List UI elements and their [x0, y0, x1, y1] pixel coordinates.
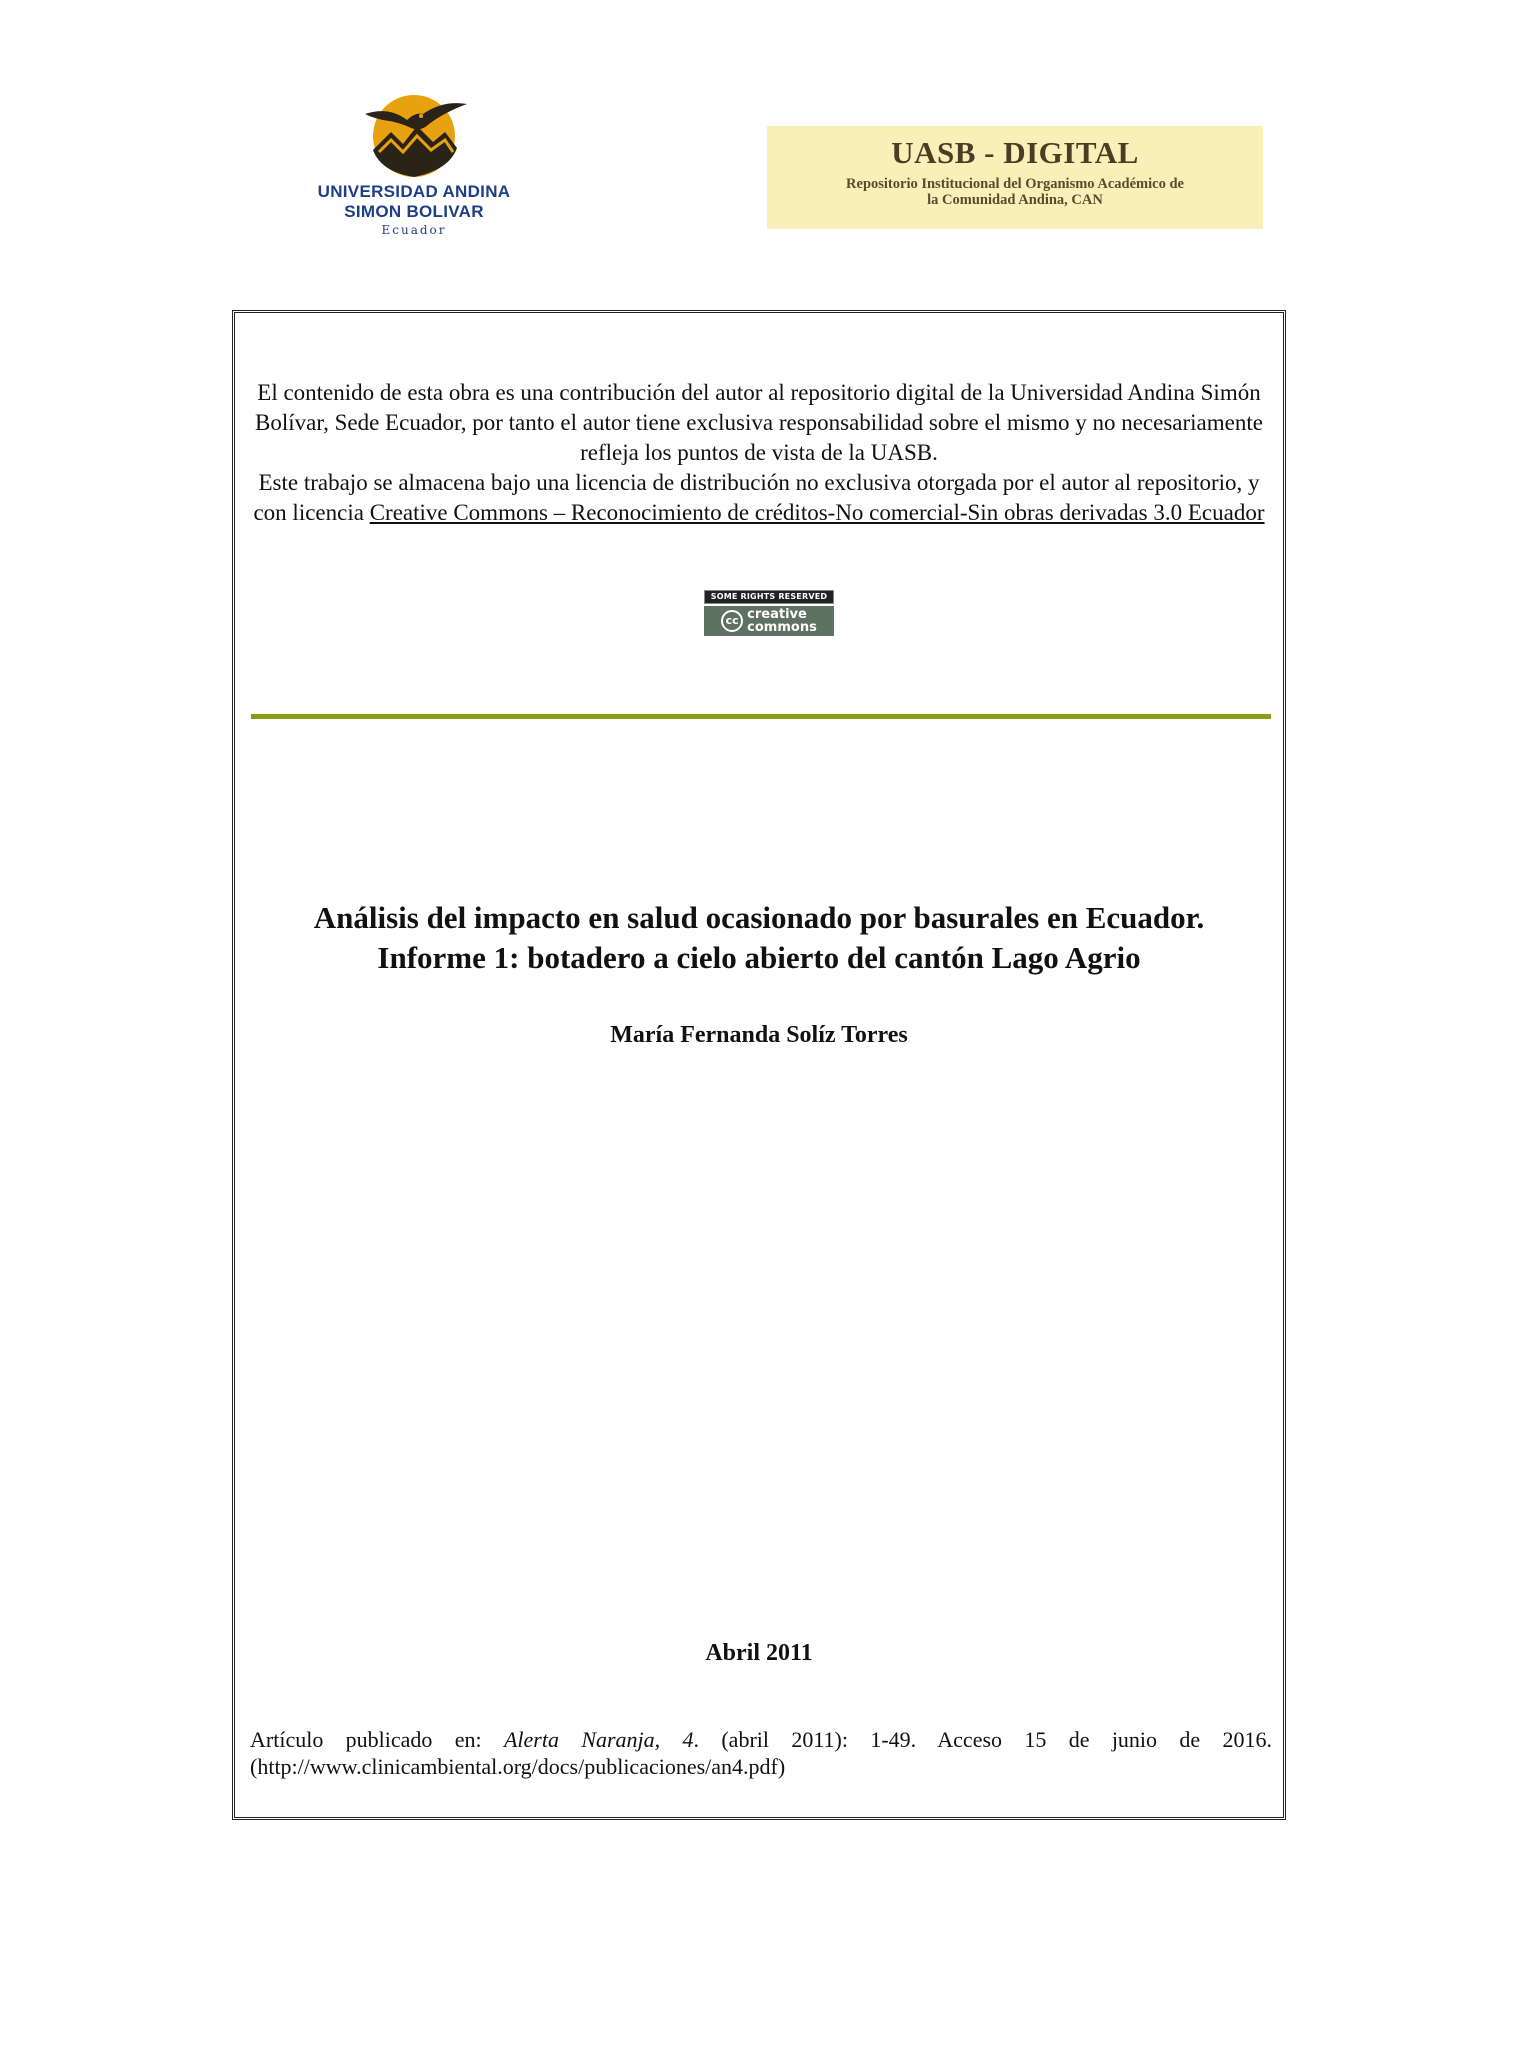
- university-name-line2: SIMON BOLIVAR: [344, 202, 484, 221]
- repository-banner: [767, 126, 1263, 229]
- citation-prefix: Artículo publicado en:: [250, 1727, 504, 1752]
- repository-subtitle-line1: Repositorio Institucional del Organismo Académico de: [846, 176, 1184, 192]
- document-date: Abril 2011: [705, 1640, 813, 1666]
- cc-word-commons: commons: [747, 620, 817, 635]
- citation-journal: Alerta Naranja, 4: [503, 1727, 694, 1752]
- university-name-line1: UNIVERSIDAD ANDINA: [317, 182, 511, 201]
- license-link[interactable]: Creative Commons – Reconocimiento de créditos-No comercial-Sin obras derivadas 3.0 Ecuador: [369, 500, 1265, 525]
- document-title-line2: Informe 1: botadero a cielo abierto del cantón Lago Agrio: [377, 940, 1141, 975]
- cc-logo-icon: cc: [721, 610, 743, 632]
- repository-title: UASB - DIGITAL: [891, 135, 1139, 170]
- university-logo: [296, 92, 532, 242]
- repository-notice: [253, 378, 1265, 528]
- repository-subtitle-line2: la Comunidad Andina, CAN: [927, 192, 1103, 208]
- citation-url[interactable]: (http://www.clinicambiental.org/docs/publicaciones/an4.pdf): [250, 1754, 786, 1779]
- citation-suffix: . (abril 2011): 1-49. Acceso 15 de junio de 2016.: [693, 1727, 1272, 1752]
- citation: [250, 1726, 1272, 1780]
- notice-text-part2: Este trabajo se almacena bajo una licencia de distribución no exclusiva otorgada por el autor al repositorio, y con licencia: [253, 470, 1260, 525]
- section-divider: [251, 714, 1271, 719]
- cc-word-creative: creative: [747, 607, 807, 622]
- document-title-line1: Análisis del impacto en salud ocasionado por basurales en Ecuador.: [313, 900, 1205, 935]
- cc-badge-bottom: [704, 606, 834, 636]
- cc-badge-top-text: SOME RIGHTS RESERVED: [704, 590, 834, 604]
- document-title: [235, 898, 1283, 978]
- document-frame: [232, 310, 1286, 1820]
- notice-text-part1: El contenido de esta obra es una contribución del autor al repositorio digital de la Universidad Andina Simón Bolívar, Sede Ecuador, por tanto el autor tiene exclusiva responsabilidad sobre el mismo y no necesariamente refleja los puntos de vista de la UASB.: [255, 380, 1263, 465]
- condor-emblem-icon: [359, 92, 469, 182]
- cc-badge-words: [747, 608, 817, 634]
- document-author: María Fernanda Solíz Torres: [610, 1022, 908, 1048]
- creative-commons-badge[interactable]: [704, 590, 834, 636]
- university-country: Ecuador: [381, 223, 447, 237]
